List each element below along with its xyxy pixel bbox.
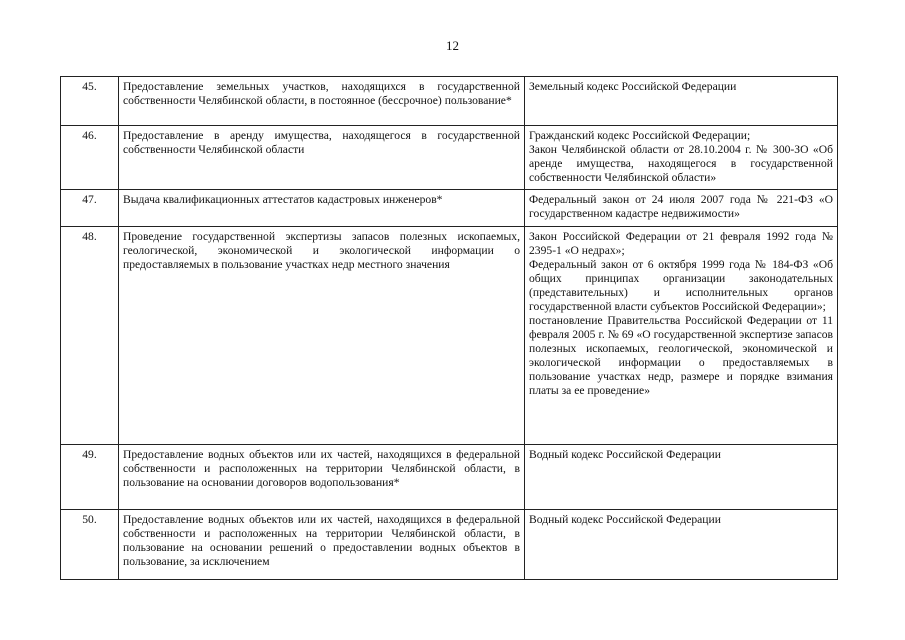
service-name: Предоставление земельных участков, находящихся в государственной собственности Челябинской области, в постоянное (бессрочное) пользование* xyxy=(119,77,525,126)
legal-act: Федеральный закон от 6 октября 1999 года № 184-ФЗ «Об общих принципах организации законодательных (представительных) и исполнительных органов государственной власти субъектов Российской Федерации»; xyxy=(529,258,833,313)
legal-act: Гражданский кодекс Российской Федерации; xyxy=(529,129,751,142)
legal-basis xyxy=(525,227,838,445)
row-number: 48. xyxy=(61,227,119,445)
table-row xyxy=(61,510,838,580)
legal-basis xyxy=(525,126,838,190)
service-name: Предоставление в аренду имущества, находящегося в государственной собственности Челябинской области xyxy=(119,126,525,190)
table-row xyxy=(61,227,838,445)
legal-act: Федеральный закон от 24 июля 2007 года № 221-ФЗ «О государственном кадастре недвижимости» xyxy=(529,193,833,220)
row-number: 46. xyxy=(61,126,119,190)
service-name: Выдача квалификационных аттестатов кадастровых инженеров* xyxy=(119,190,525,227)
table-row xyxy=(61,445,838,510)
table-row xyxy=(61,77,838,126)
legal-act: постановление Правительства Российской Федерации от 11 февраля 2005 г. № 69 «О государственной экспертизе запасов полезных ископаемых, геологической, экономической и экологической информации о предоставляемых в пользование участках недр, размере и порядке взимания платы за ее проведение» xyxy=(529,314,833,397)
table-row xyxy=(61,190,838,227)
row-number: 45. xyxy=(61,77,119,126)
page-number: 12 xyxy=(446,38,459,53)
legal-act: Закон Челябинской области от 28.10.2004 г. № 300-ЗО «Об аренде имущества, находящегося в государственной собственности Челябинской области» xyxy=(529,143,833,184)
legal-act: Земельный кодекс Российской Федерации xyxy=(529,80,737,93)
table-row xyxy=(61,126,838,190)
service-name: Предоставление водных объектов или их частей, находящихся в федеральной собственности и расположенных на территории Челябинской области, в пользование на основании решений о предоставлении водных объектов в пользование, за исключением xyxy=(119,510,525,580)
row-number: 50. xyxy=(61,510,119,580)
services-table xyxy=(60,76,838,580)
row-number: 49. xyxy=(61,445,119,510)
legal-basis xyxy=(525,445,838,510)
service-name: Предоставление водных объектов или их частей, находящихся в федеральной собственности и расположенных на территории Челябинской области, в пользование на основании договоров водопользования* xyxy=(119,445,525,510)
row-number: 47. xyxy=(61,190,119,227)
legal-act: Водный кодекс Российской Федерации xyxy=(529,448,721,461)
legal-act: Закон Российской Федерации от 21 февраля 1992 года № 2395-1 «О недрах»; xyxy=(529,230,833,257)
legal-basis xyxy=(525,510,838,580)
legal-act: Водный кодекс Российской Федерации xyxy=(529,513,721,526)
service-name: Проведение государственной экспертизы запасов полезных ископаемых, геологической, экономической и экологической информации о предоставляемых в пользование участках недр местного значения xyxy=(119,227,525,445)
legal-basis xyxy=(525,190,838,227)
legal-basis xyxy=(525,77,838,126)
